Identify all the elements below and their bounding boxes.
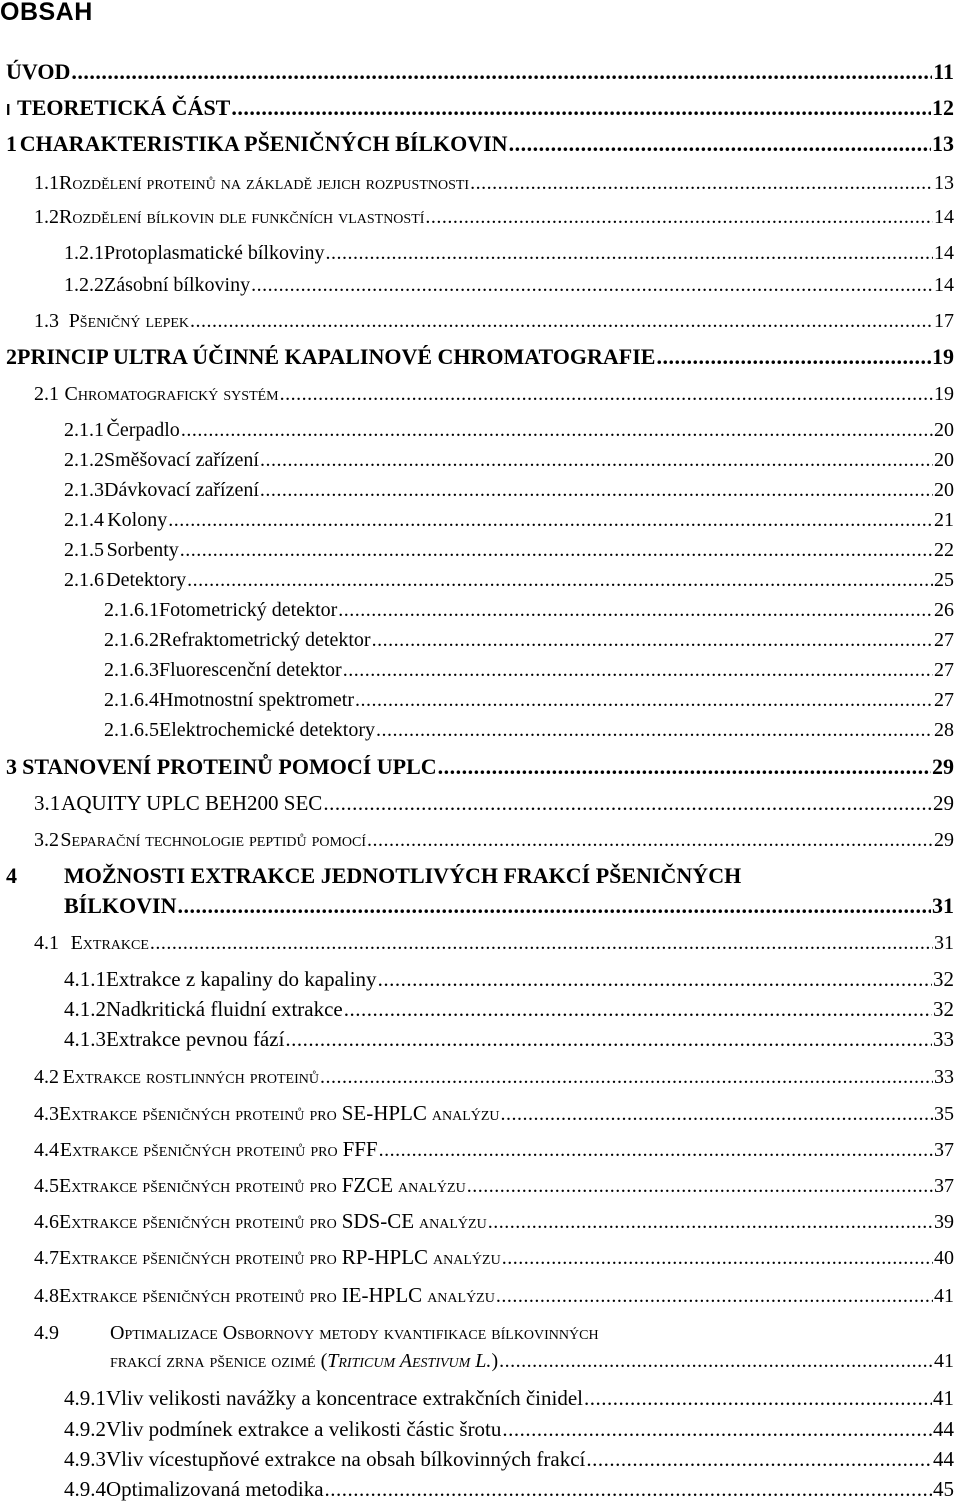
toc-page-number: 19 (932, 344, 954, 369)
toc-entry-4-9-1[interactable] (64, 1387, 954, 1410)
toc-page-number: 12 (932, 95, 954, 120)
toc-entry-number: 3 (6, 754, 17, 779)
toc-page-number: 44 (933, 1417, 954, 1441)
toc-entry-label: Extrakce z kapaliny do kapaliny (106, 967, 377, 991)
toc-entry-2-1-6-2[interactable] (104, 629, 954, 651)
toc-entry-2-1-6-3[interactable] (104, 659, 954, 681)
toc-entry-2-1-6[interactable] (64, 569, 954, 591)
toc-entry-4-9-2[interactable] (64, 1418, 954, 1441)
toc-entry-number: 4.8 (34, 1285, 59, 1307)
toc-entry-1-2-1[interactable] (64, 242, 954, 264)
toc-page-number: 14 (934, 206, 954, 228)
toc-entry-number: 4.1 (34, 932, 59, 954)
toc-page-number: 20 (934, 479, 954, 501)
toc-entry-label: Detektory (106, 569, 187, 591)
toc-entry-number: 1.3 (34, 310, 59, 332)
toc-entry-number: 2.1.2 (64, 449, 104, 471)
toc-entry-1[interactable] (6, 132, 954, 156)
toc-entry-label: Optimalizovaná metodika (106, 1477, 324, 1501)
toc-page-number: 27 (934, 629, 954, 651)
toc-entry-label-close: ) (491, 1350, 499, 1372)
toc-entry-number: 4.4 (34, 1139, 59, 1161)
toc-entry-number: 2.1.6.5 (104, 719, 159, 741)
toc-page-number: 31 (934, 932, 954, 954)
toc-page-number: 17 (934, 310, 954, 332)
toc-entry-label: Protoplasmatické bílkoviny (104, 242, 325, 264)
toc-entry-label: Separační technologie peptidů pomocí (60, 829, 367, 851)
toc-entry-2-1-6-1[interactable] (104, 599, 954, 621)
toc-page-number: 20 (934, 419, 954, 441)
toc-entry-2-1-1[interactable] (64, 419, 954, 441)
toc-entry-label: Pšeničný lepek (68, 310, 190, 332)
toc-entry-number: 2.1.4 (64, 509, 104, 531)
toc-entry-number: 2.1.6.3 (104, 659, 159, 681)
toc-entry-number: 4.1.1 (64, 967, 106, 991)
toc-page-number: 40 (934, 1247, 954, 1269)
toc-page-number: 41 (934, 1285, 954, 1307)
toc-entry-4-1-1[interactable] (64, 968, 954, 991)
toc-entry-number: 4.6 (34, 1211, 59, 1233)
toc-page-number: 37 (934, 1139, 954, 1161)
toc-page-number: 41 (934, 1350, 954, 1372)
toc-entry-label-tail: analýzu (433, 1247, 501, 1269)
toc-entry-number: 1.2 (34, 206, 59, 228)
toc-entry-1-3[interactable] (34, 310, 954, 332)
toc-entry-label: Extrakce pšeničných proteinů pro (59, 1247, 337, 1269)
toc-entry-acronym: FZCE (341, 1173, 394, 1197)
toc-page-number: 28 (934, 719, 954, 741)
toc-entry-1-2-2[interactable] (64, 274, 954, 296)
toc-entry-label: Extrakce pšeničných proteinů pro (59, 1175, 337, 1197)
toc-entry-number: 3.1 (34, 791, 61, 815)
toc-entry-4-4[interactable] (34, 1138, 954, 1161)
toc-entry-3-2[interactable] (34, 829, 954, 851)
toc-entry-label: Extrakce rostlinných proteinů (62, 1066, 319, 1088)
toc-entry-4-9-4[interactable] (64, 1478, 954, 1501)
toc-page-number: 37 (934, 1175, 954, 1197)
toc-entry-label: Zásobní bílkoviny (104, 274, 251, 296)
toc-entry-part-1[interactable] (6, 96, 954, 120)
toc-entry-label: ÚVOD (6, 59, 71, 84)
toc-entry-latin-name: Triticum Aestivum L. (327, 1350, 492, 1372)
toc-entry-4-9-3[interactable] (64, 1448, 954, 1471)
toc-entry-2-1-6-4[interactable] (104, 689, 954, 711)
toc-entry-number: 4.9.2 (64, 1417, 106, 1441)
toc-entry-number: 2 (6, 344, 17, 369)
toc-page-number: 25 (934, 569, 954, 591)
toc-entry-label: STANOVENÍ PROTEINŮ POMOCÍ UPLC (22, 754, 437, 779)
toc-entry-label: Sorbenty (106, 539, 179, 561)
toc-entry-label: Rozdělení bílkovin dle funkčních vlastností (59, 206, 425, 228)
toc-entry-acronym: SDS-CE (341, 1209, 415, 1233)
toc-page-number: 11 (933, 59, 954, 84)
toc-entry-label: Extrakce (70, 932, 149, 954)
toc-entry-2[interactable] (6, 345, 954, 369)
toc-entry-4-8[interactable] (34, 1284, 954, 1307)
toc-entry-label-cont: BÍLKOVIN (64, 893, 177, 919)
toc-entry-label-tail: analýzu (398, 1175, 466, 1197)
toc-page-number: 29 (933, 791, 954, 815)
toc-page-number: 27 (934, 689, 954, 711)
toc-entry-number: 4.9.3 (64, 1447, 106, 1471)
toc-entry-label-cont: frakcí zrna pšenice ozimé ( (110, 1350, 328, 1372)
toc-entry-label: Dávkovací zařízení (104, 479, 259, 501)
toc-entry-label: Elektrochemické detektory (159, 719, 376, 741)
toc-entry-number: 1.1 (34, 172, 59, 194)
toc-entry-number: 4.7 (34, 1247, 59, 1269)
toc-entry-acronym: IE-HPLC (341, 1283, 423, 1307)
toc-entry-4[interactable] (6, 864, 954, 924)
toc-entry-label: Hmotnostní spektrometr (159, 689, 354, 711)
toc-entry-number: 2.1.6.4 (104, 689, 159, 711)
toc-entry-number: 4.9.1 (64, 1386, 106, 1410)
toc-entry-acronym: RP-HPLC (341, 1245, 429, 1269)
toc-entry-2-1[interactable] (34, 383, 954, 405)
toc-entry-number: 4.5 (34, 1175, 59, 1197)
toc-entry-label-tail: analýzu (427, 1285, 495, 1307)
toc-page-number: 13 (932, 131, 954, 156)
toc-entry-4-6[interactable] (34, 1210, 954, 1233)
toc-entry-number: 2.1.6.2 (104, 629, 159, 651)
toc-page-number: 14 (934, 274, 954, 296)
toc-entry-label: MOŽNOSTI EXTRAKCE JEDNOTLIVÝCH FRAKCÍ PŠENIČNÝCH (64, 863, 742, 888)
toc-entry-label: Fotometrický detektor (159, 599, 338, 621)
toc-entry-label: AQUITY UPLC BEH200 SEC (61, 791, 323, 815)
toc-entry-acronym: SE-HPLC (341, 1101, 427, 1125)
toc-entry-label: Refraktometrický detektor (159, 629, 371, 651)
toc-entry-label: Nadkritická fluidní extrakce (106, 997, 343, 1021)
toc-entry-label: Extrakce pevnou fází (106, 1027, 285, 1051)
toc-entry-3[interactable] (6, 755, 954, 779)
toc-entry-1-1[interactable] (34, 172, 954, 194)
toc-page-number: 41 (933, 1386, 954, 1410)
toc-entry-number: 3.2 (34, 829, 59, 851)
toc-page-number: 39 (934, 1211, 954, 1233)
toc-entry-number: 4.9.4 (64, 1477, 106, 1501)
toc-page-number: 29 (934, 829, 954, 851)
toc-entry-number: 2.1 (34, 383, 59, 405)
toc-page-number: 31 (932, 893, 954, 919)
toc-entry-number: 4.3 (34, 1103, 59, 1125)
toc-page-number: 44 (933, 1447, 954, 1471)
toc-entry-label: Rozdělení proteinů na základě jejich rozpustnosti (59, 172, 470, 194)
toc-entry-label: Extrakce pšeničných proteinů pro (59, 1211, 337, 1233)
toc-entry-number: 1.2.1 (64, 242, 104, 264)
toc-entry-label-tail: analýzu (419, 1211, 487, 1233)
toc-entry-number: 2.1.5 (64, 539, 104, 561)
toc-entry-label: Extrakce pšeničných proteinů pro (59, 1103, 337, 1125)
toc-page-number: 14 (934, 242, 954, 264)
toc-entry-4-1-3[interactable] (64, 1028, 954, 1051)
toc-entry-label: CHARAKTERISTIKA PŠENIČNÝCH BÍLKOVIN (19, 131, 508, 156)
toc-entry-label: PRINCIP ULTRA ÚČINNÉ KAPALINOVÉ CHROMATOGRAFIE (17, 344, 656, 369)
page-title: OBSAH (0, 0, 93, 26)
toc-entry-number: 4.1.2 (64, 997, 106, 1021)
toc-entry-label: TEORETICKÁ ČÁST (17, 95, 231, 120)
toc-entry-4-9[interactable] (34, 1322, 954, 1382)
toc-entry-4-1[interactable] (34, 932, 954, 954)
toc-entry-label: Směšovací zařízení (104, 449, 259, 471)
toc-entry-2-1-6-5[interactable] (104, 719, 954, 741)
toc-entry-2-1-3[interactable] (64, 479, 954, 501)
toc-entry-number: 1 (6, 131, 17, 156)
toc-entry-number: 4.2 (34, 1066, 59, 1088)
toc-entry-4-7[interactable] (34, 1246, 954, 1269)
toc-entry-label: Kolony (107, 509, 168, 531)
toc-page-number: 32 (933, 997, 954, 1021)
toc-entry-label: Chromatografický systém (64, 383, 279, 405)
toc-page-number: 13 (934, 172, 954, 194)
toc-entry-label: Extrakce pšeničných proteinů pro (59, 1285, 337, 1307)
toc-entry-label: Extrakce pšeničných proteinů pro (59, 1139, 338, 1161)
toc-entry-label: Vliv vícestupňové extrakce na obsah bílkovinných frakcí (106, 1447, 586, 1471)
toc-entry-number: 2.1.6.1 (104, 599, 159, 621)
toc-page-number: 29 (932, 754, 954, 779)
toc-entry-label-tail: analýzu (431, 1103, 500, 1125)
toc-entry-number: 4 (6, 863, 17, 888)
toc-entry-1-2[interactable] (34, 206, 954, 228)
toc-entry-3-1[interactable] (34, 792, 954, 815)
toc-page-number: 19 (934, 383, 954, 405)
toc-entry-number: 2.1.3 (64, 479, 104, 501)
toc-entry-number: 2.1.1 (64, 419, 104, 441)
toc-entry-2-1-5[interactable] (64, 539, 954, 561)
toc-entry-number: 4.9 (34, 1322, 59, 1344)
toc-entry-label: Optimalizace Osbornovy metody kvantifikace bílkovinných (110, 1322, 599, 1344)
toc-page-number: 21 (934, 509, 954, 531)
toc-page-number: 26 (934, 599, 954, 621)
toc-entry-label: Vliv velikosti navážky a koncentrace extrakčních činidel (106, 1386, 583, 1410)
toc-entry-number: I (6, 102, 11, 119)
toc-entry-4-5[interactable] (34, 1174, 954, 1197)
toc-entry-2-1-2[interactable] (64, 449, 954, 471)
toc-page-number: 20 (934, 449, 954, 471)
toc-page-number: 27 (934, 659, 954, 681)
toc-page-number: 22 (934, 539, 954, 561)
toc-entry-number: 4.1.3 (64, 1027, 106, 1051)
toc-entry-4-2[interactable] (34, 1066, 954, 1088)
toc-entry-4-3[interactable] (34, 1102, 954, 1125)
toc-page-number: 45 (933, 1477, 954, 1501)
toc-entry-number: 1.2.2 (64, 274, 104, 296)
toc-entry-label: Vliv podmínek extrakce a velikosti částic šrotu (106, 1417, 502, 1441)
toc-page-number: 35 (934, 1103, 954, 1125)
toc-entry-label: Fluorescenční detektor (159, 659, 342, 681)
toc-page-number: 33 (933, 1027, 954, 1051)
toc-entry-uvod[interactable] (6, 60, 954, 84)
toc-page-number: 32 (933, 967, 954, 991)
toc-entry-number: 2.1.6 (64, 569, 104, 591)
toc-entry-acronym: FFF (342, 1137, 378, 1161)
toc-entry-4-1-2[interactable] (64, 998, 954, 1021)
toc-entry-2-1-4[interactable] (64, 509, 954, 531)
toc-entry-label: Čerpadlo (106, 419, 180, 441)
toc-page-number: 33 (934, 1066, 954, 1088)
